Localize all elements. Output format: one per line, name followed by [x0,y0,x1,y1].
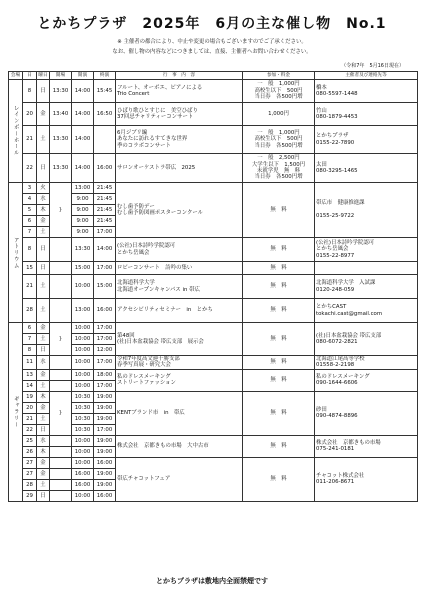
cell-fee: 一 般 1,000円 高校生以下 500円 当日券 各500円増 [243,126,315,154]
cell-weekday: 金 [37,103,50,126]
cell-start: 15:00 [72,262,94,275]
cell-end: 19:00 [94,402,116,413]
table-row [9,154,418,183]
cell-start: 16:00 [72,479,94,490]
cell-start: 10:00 [72,369,94,380]
cell-weekday: 水 [37,356,50,370]
cell-weekday: 金 [37,323,50,334]
cell-day: 21 [23,126,37,154]
cell-end: 12:00 [94,345,116,356]
table-row [9,369,418,380]
header-venue: 会場 [9,72,23,80]
cell-day: 11 [23,356,37,370]
cell-day: 8 [23,80,37,103]
cell-contact: 橋本 080-5597-1448 [315,80,418,103]
cell-start: 10:30 [72,424,94,435]
cell-day: 19 [23,391,37,402]
cell-end: 17:00 [94,334,116,345]
cell-weekday: 金 [37,216,50,227]
cell-weekday: 金 [37,457,50,468]
cell-weekday: 金 [37,402,50,413]
cell-start: 10:00 [72,356,94,370]
cell-day: 4 [23,194,37,205]
kent-event: KENTブランド市 in 帯広 [116,391,243,435]
notice-line-1: ※ 主催者の都合により、中止や変更の場合もございますのでご了承ください。 [117,39,307,45]
cell-weekday: 土 [37,299,50,323]
cell-day: 27 [23,468,37,479]
cell-fee: 無 料 [243,435,315,457]
cell-end: 17:00 [94,380,116,391]
cell-weekday: 水 [37,435,50,446]
cell-end: 17:00 [94,227,116,238]
cell-end: 21:45 [94,205,116,216]
cell-weekday: 金 [37,369,50,380]
cell-end: 17:00 [94,262,116,275]
cell-fee: 無 料 [243,356,315,370]
cell-start: 14:00 [72,80,94,103]
cell-end [94,126,116,154]
cell-end: 16:00 [94,299,116,323]
cell-end: 14:00 [94,238,116,262]
cell-end: 16:00 [94,457,116,468]
cell-day: 3 [23,183,37,194]
gallery-bonsai-fee: 無 料 [243,323,315,356]
cell-weekday: 水 [37,194,50,205]
table-row [9,457,418,468]
cell-fee: 一 般 1,000円 高校生以下 500円 当日券 各500円増 [243,80,315,103]
cell-start: 10:00 [72,380,94,391]
table-row [9,435,418,446]
table-row [9,356,418,370]
cell-end: 16:00 [94,490,116,501]
cell-contact: 北海道科学大学 入試課 0120-248-059 [315,275,418,299]
cell-day: 25 [23,435,37,446]
cell-open [50,238,72,262]
footer-note: とかちプラザは敷地内全面禁煙です [156,577,268,585]
cell-weekday: 土 [37,479,50,490]
header-end: 終演 [94,72,116,80]
cell-end: 21:45 [94,183,116,194]
cell-event: 帯広チャコットフェア [116,457,243,501]
cell-end: 17:00 [94,424,116,435]
cell-day: 28 [23,479,37,490]
cell-end: 19:00 [94,435,116,446]
table-row [9,262,418,275]
cell-day: 21 [23,275,37,299]
cell-end: 19:00 [94,446,116,457]
cell-weekday: 日 [37,262,50,275]
table-row [9,323,418,334]
cell-start: 9:00 [72,227,94,238]
cell-contact: とかちプラザ 0155-22-7890 [315,126,418,154]
cell-start: 16:00 [72,468,94,479]
cell-day: 21 [23,413,37,424]
cell-weekday: 土 [37,126,50,154]
cell-contact: 私のドレスメーキング 090-1644-6606 [315,369,418,391]
cell-fee: 無 料 [243,457,315,501]
cell-fee: 無 料 [243,238,315,262]
cell-weekday: 火 [37,183,50,194]
gallery-bonsai-event: 第48回 (社)日本盆栽協会 帯広支部 展示会 [116,323,243,356]
atrium-fee: 無 料 [243,183,315,238]
cell-day: 5 [23,205,37,216]
cell-event: ロビーコンサート 詩吟の集い [116,262,243,275]
cell-day: 20 [23,402,37,413]
cell-open: 13:30 [50,126,72,154]
cell-start: 13:00 [72,299,94,323]
cell-event: (公社)日本詩吟学院認可 とかち岳風会 [116,238,243,262]
cell-event: サロンオーケストラ帯広 2025 [116,154,243,183]
cell-fee: 無 料 [243,262,315,275]
header-fee: 参加・料金 [243,72,315,80]
cell-event: ひばり歌ひとすじに 美空ひばり 37回忌チャリティーコンサート [116,103,243,126]
cell-start: 10:00 [72,275,94,299]
cell-day: 7 [23,334,37,345]
cell-contact [315,262,418,275]
cell-weekday: 木 [37,391,50,402]
cell-start: 10:00 [72,435,94,446]
cell-start: 10:30 [72,391,94,402]
venue-gallery: ギャラリー [9,323,23,502]
cell-weekday: 土 [37,227,50,238]
cell-weekday: 日 [37,424,50,435]
cell-start: 14:00 [72,126,94,154]
atrium-event: むし歯予防デー むし歯予防図画ポスターコンクール [116,183,243,238]
cell-day: 6 [23,216,37,227]
updated-date: （令和7年 5月16日現在） [341,63,404,69]
header-event: 行 事 内 容 [116,72,243,80]
cell-event: 6月ジブリ編 あなたに訪れるすてきな世界 季のコラボコンサート [116,126,243,154]
cell-end: 21:45 [94,194,116,205]
cell-start: 13:30 [72,238,94,262]
cell-event: 株式会社 京都きもの市場 大中古市 [116,435,243,457]
brace-mark: } [50,183,72,238]
venue-rainbow-hall: レインボーホール [9,80,23,183]
cell-open: 13:30 [50,154,72,183]
cell-weekday: 日 [37,80,50,103]
cell-end: 16:50 [94,103,116,126]
cell-weekday: 土 [37,380,50,391]
cell-start: 14:00 [72,154,94,183]
table-row [9,183,418,194]
cell-weekday: 土 [37,334,50,345]
cell-day: 7 [23,227,37,238]
cell-fee: 無 料 [243,369,315,391]
cell-contact: とかちCAST tokachi.cast@gmail.com [315,299,418,323]
cell-event: アクセシビリティセミナー in とかち [116,299,243,323]
cell-event: 北海道科学大学 北海道オープンキャンパス in 帯広 [116,275,243,299]
cell-contact: 太田 080-3295-1465 [315,154,418,183]
cell-end: 19:00 [94,468,116,479]
cell-start: 13:00 [72,183,94,194]
cell-weekday: 日 [37,345,50,356]
cell-day: 22 [23,154,37,183]
cell-day: 28 [23,299,37,323]
cell-start: 9:00 [72,216,94,227]
cell-day: 14 [23,380,37,391]
cell-weekday: 土 [37,413,50,424]
header-open: 開場 [50,72,72,80]
cell-start: 10:00 [72,446,94,457]
cell-contact: 北海道江尾高等学校 01558-2-2198 [315,356,418,370]
table-row [9,299,418,323]
cell-start: 14:00 [72,103,94,126]
cell-start: 9:00 [72,205,94,216]
cell-end: 18:00 [94,369,116,380]
table-row [9,103,418,126]
cell-end: 15:00 [94,275,116,299]
cell-start: 10:30 [72,402,94,413]
cell-contact: 株式会社 京都きもの市場 075-241-0181 [315,435,418,457]
cell-event: フルート、オーボエ、ピアノによる Trio Concert [116,80,243,103]
cell-contact: (公社)日本詩吟学院認可 とかち岳風会 0155-22-8977 [315,238,418,262]
cell-weekday: 金 [37,468,50,479]
kent-contact: 砂田 090-4874-8896 [315,391,418,435]
header-weekday: 曜日 [38,72,48,78]
gallery-bonsai-contact: (社)日本盆栽協会 帯広支部 080-6072-2821 [315,323,418,356]
cell-weekday: 日 [37,154,50,183]
table-row [9,126,418,154]
cell-open: 13:30 [50,80,72,103]
cell-end: 21:45 [94,216,116,227]
cell-day: 27 [23,457,37,468]
cell-start: 10:00 [72,490,94,501]
header-day: 日 [23,72,37,80]
table-row [9,275,418,299]
brace-mark: } [50,323,72,356]
table-row [9,80,418,103]
cell-start: 10:00 [72,457,94,468]
table-row [9,391,418,402]
notice-line-2: なお、催し物の内容などにつきましては、直接、主催者へお問い合わせください。 [112,49,312,55]
schedule-table [8,71,418,502]
cell-day: 15 [23,262,37,275]
cell-day: 8 [23,345,37,356]
cell-contact: 竹山 080-1879-4453 [315,103,418,126]
cell-day: 22 [23,424,37,435]
brace-mark: } [50,391,72,435]
cell-fee: 一 般 2,500円 大学生以下 1,500円 未就学児 無 料 当日券 各500円増 [243,154,315,183]
cell-fee: 無 料 [243,275,315,299]
cell-day: 26 [23,446,37,457]
cell-event: 私のドレスメーキング ストリートファッション [116,369,243,391]
cell-start: 10:00 [72,345,94,356]
cell-end: 19:00 [94,413,116,424]
header-contact: 主催者及び連絡先等 [315,72,418,80]
cell-event: 令和7年度高文連十勝支部 春季写真展・研究大会 [116,356,243,370]
cell-fee: 無 料 [243,299,315,323]
cell-fee: 1,000円 [243,103,315,126]
venue-atrium: アトリウム [9,183,23,323]
cell-start: 10:00 [72,334,94,345]
cell-end: 19:00 [94,391,116,402]
cell-end: 17:00 [94,356,116,370]
cell-start: 10:00 [72,323,94,334]
cell-end: 19:00 [94,479,116,490]
header-start: 開演 [72,72,94,80]
cell-weekday: 木 [37,446,50,457]
atrium-contact: 帯広市 健康推進課 0155-25-9722 [315,183,418,238]
page-title: とかちプラザ 2025年 6月の主な催し物 No.1 [37,16,387,32]
table-header-row [9,72,418,80]
cell-day: 20 [23,103,37,126]
cell-day: 6 [23,323,37,334]
table-row [9,238,418,262]
cell-open: 13:40 [50,103,72,126]
kent-fee: 無 料 [243,391,315,435]
cell-weekday: 木 [37,205,50,216]
cell-weekday: 日 [37,238,50,262]
cell-end: 16:00 [94,154,116,183]
cell-weekday: 日 [37,490,50,501]
cell-weekday: 土 [37,275,50,299]
cell-end: 15:45 [94,80,116,103]
cell-start: 10:30 [72,413,94,424]
cell-end: 17:00 [94,323,116,334]
cell-day: 8 [23,238,37,262]
cell-day: 13 [23,369,37,380]
cell-start: 9:00 [72,194,94,205]
cell-day: 29 [23,490,37,501]
cell-contact: チャコット株式会社 011-206-8671 [315,457,418,501]
